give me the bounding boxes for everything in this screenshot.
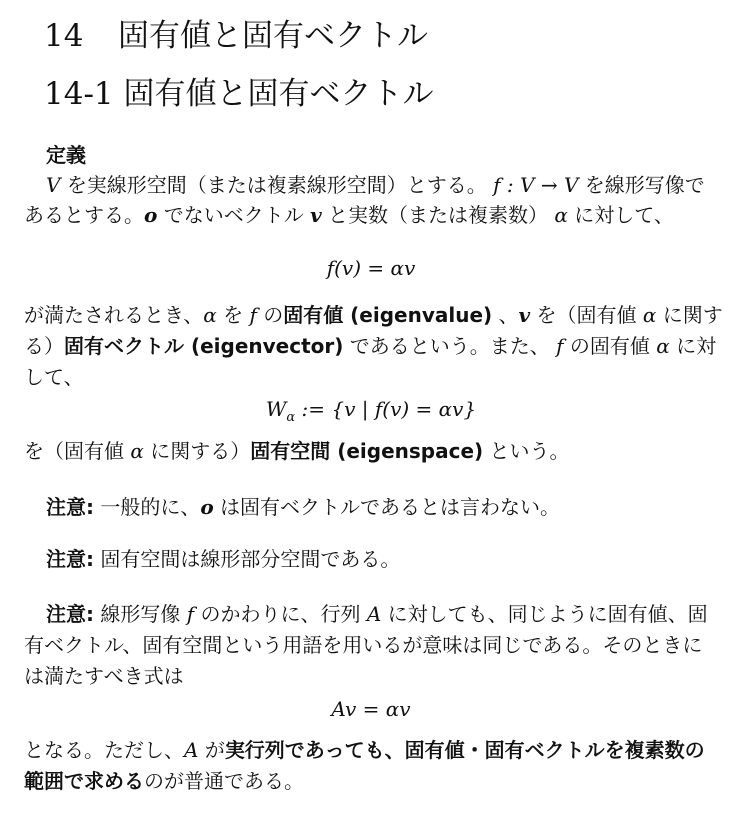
definition-line-3 bbox=[24, 300, 724, 330]
equation-matrix: Av = αv bbox=[331, 697, 411, 721]
note-2 bbox=[46, 544, 742, 574]
math-alpha: α bbox=[642, 303, 657, 327]
definition-line-5: して、 bbox=[24, 365, 84, 389]
equation-eigenspace bbox=[0, 394, 742, 433]
text: が bbox=[204, 738, 225, 762]
text: という。 bbox=[489, 439, 570, 463]
text: のが普通である。 bbox=[144, 769, 304, 793]
text: のかわりに、行列 bbox=[200, 602, 361, 626]
text: 固有空間は線形部分空間である。 bbox=[100, 547, 401, 571]
definition-line-4 bbox=[24, 331, 724, 361]
math-alpha: α bbox=[203, 303, 217, 327]
math-alpha: α bbox=[130, 439, 144, 463]
math-f-map: f : V → V bbox=[493, 173, 579, 197]
text: る） bbox=[24, 334, 64, 358]
definition-label: 定義 bbox=[46, 143, 86, 167]
section-heading bbox=[44, 16, 428, 56]
section-number: 14 bbox=[44, 18, 84, 54]
math-f: f bbox=[556, 334, 564, 358]
note-label: 注意: bbox=[46, 547, 94, 571]
text: に関す bbox=[662, 303, 723, 327]
emphasis: 実行列であっても、固有値・固有ベクトルを複素数の bbox=[224, 738, 705, 762]
math-alpha: α bbox=[656, 334, 670, 358]
math-zero-vector: o bbox=[144, 203, 158, 227]
text: を（固有値 bbox=[536, 303, 637, 327]
definition-line-1 bbox=[46, 170, 742, 200]
note-3-line-3: は満たすべき式は bbox=[24, 664, 184, 688]
text: は固有ベクトルであるとは言わない。 bbox=[220, 495, 561, 519]
text: を線形写像で bbox=[584, 173, 705, 197]
math-A: A bbox=[184, 738, 199, 762]
math-set-definition: := {v | f(v) = αv} bbox=[295, 397, 477, 421]
text: に対 bbox=[676, 334, 717, 358]
subsection-number: 14-1 bbox=[44, 76, 114, 112]
math-f: f bbox=[186, 602, 195, 626]
text: 線形写像 bbox=[100, 602, 181, 626]
math-zero-vector: o bbox=[200, 495, 214, 519]
note-3-line-2: 有ベクトル、固有空間という用語を用いるが意味は同じである。そのときに bbox=[24, 633, 703, 657]
term-eigenvector: 固有ベクトル (eigenvector) bbox=[64, 334, 344, 358]
subsection-title: 固有値と固有ベクトル bbox=[123, 76, 434, 112]
text: であるという。また、 bbox=[349, 334, 550, 358]
text: に対しても、同じように固有値、固 bbox=[387, 602, 708, 626]
math-A: A bbox=[366, 602, 382, 626]
subsection-heading bbox=[44, 74, 434, 114]
term-eigenvalue: 固有値 (eigenvalue) bbox=[283, 303, 493, 327]
note-3-line-4 bbox=[24, 735, 724, 765]
math-alpha: α bbox=[554, 203, 568, 227]
math-subscript-alpha: α bbox=[286, 410, 296, 425]
math-v: v bbox=[310, 203, 322, 227]
text: の bbox=[263, 303, 284, 327]
text: と実数（または複素数） bbox=[328, 203, 549, 227]
math-v: v bbox=[518, 303, 531, 327]
text: に対して、 bbox=[574, 203, 674, 227]
math-V: V bbox=[46, 173, 61, 197]
equation-eigen: f(v) = αv bbox=[326, 256, 416, 280]
note-3-line-5 bbox=[24, 766, 724, 796]
note-label: 注意: bbox=[46, 602, 94, 626]
term-eigenspace: 固有空間 (eigenspace) bbox=[250, 439, 484, 463]
text: となる。ただし、 bbox=[24, 738, 184, 762]
text: 一般的に、 bbox=[100, 495, 201, 519]
note-label: 注意: bbox=[46, 495, 94, 519]
definition-line-6 bbox=[24, 436, 724, 466]
section-title: 固有値と固有ベクトル bbox=[118, 18, 428, 54]
text: を（固有値 bbox=[24, 439, 124, 463]
math-f: f bbox=[249, 303, 257, 327]
note-3-line-1 bbox=[46, 599, 742, 629]
definition-line-2 bbox=[24, 200, 724, 230]
note-1 bbox=[46, 492, 742, 522]
math-W: W bbox=[265, 397, 287, 421]
text: が満たされるとき、 bbox=[24, 303, 204, 327]
text: あるとする。 bbox=[24, 203, 144, 227]
text: を実線形空間（または複素線形空間）とする。 bbox=[66, 173, 487, 197]
text: 、 bbox=[498, 303, 519, 327]
text: に関する） bbox=[150, 439, 251, 463]
text: を bbox=[223, 303, 244, 327]
text: でないベクトル bbox=[163, 203, 304, 227]
text: の固有値 bbox=[569, 334, 650, 358]
emphasis: 範囲で求める bbox=[24, 769, 144, 793]
